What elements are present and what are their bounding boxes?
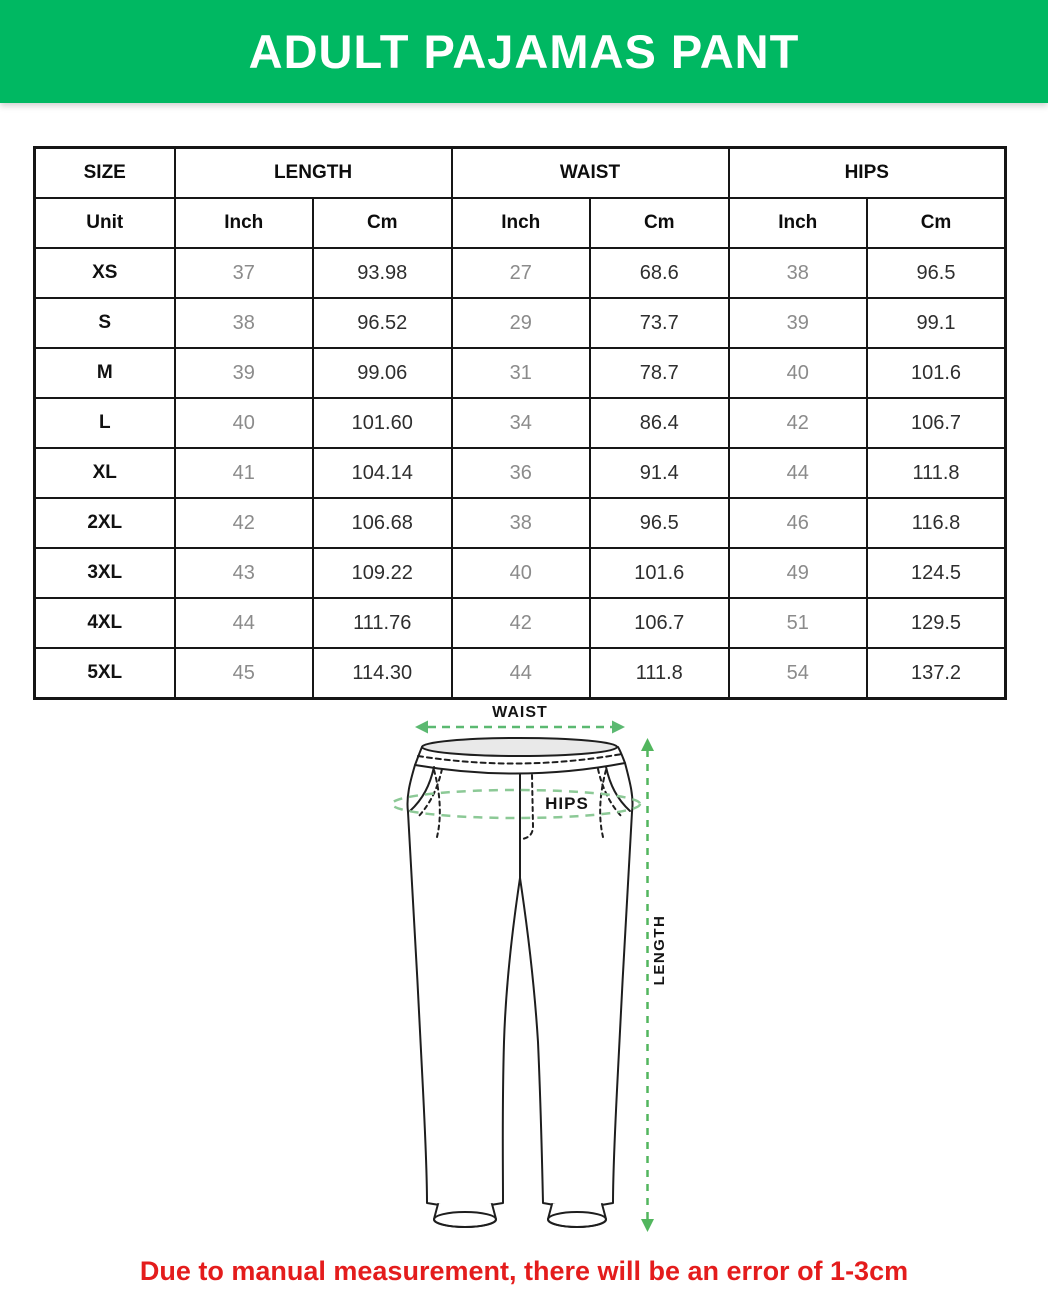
group-header-size: SIZE <box>35 148 175 199</box>
size-cell-xl: XL <box>35 448 175 498</box>
length-measure <box>641 738 668 1232</box>
unit-header-4: Cm <box>590 198 729 248</box>
cm-value: 99.06 <box>313 348 452 398</box>
inch-value: 41 <box>175 448 314 498</box>
hips-label: HIPS <box>545 794 589 813</box>
inch-value: 38 <box>175 298 314 348</box>
inch-value: 54 <box>729 648 868 699</box>
unit-header-3: Inch <box>452 198 591 248</box>
waist-arrow-right-head <box>612 721 625 734</box>
cm-value: 111.8 <box>867 448 1006 498</box>
unit-header-2: Cm <box>313 198 452 248</box>
size-row-3xl <box>35 548 1006 598</box>
size-cell-5xl: 5XL <box>35 648 175 699</box>
inch-value: 49 <box>729 548 868 598</box>
size-row-l <box>35 398 1006 448</box>
group-header-hips: HIPS <box>729 148 1006 199</box>
cm-value: 91.4 <box>590 448 729 498</box>
inch-value: 46 <box>729 498 868 548</box>
inch-value: 38 <box>729 248 868 298</box>
cm-value: 96.5 <box>867 248 1006 298</box>
inch-value: 44 <box>175 598 314 648</box>
unit-header-0: Unit <box>35 198 175 248</box>
left-cuff <box>434 1204 496 1227</box>
unit-header-1: Inch <box>175 198 314 248</box>
cm-value: 99.1 <box>867 298 1006 348</box>
cm-value: 129.5 <box>867 598 1006 648</box>
length-arrow-top-head <box>641 738 654 751</box>
size-row-m <box>35 348 1006 398</box>
inch-value: 39 <box>175 348 314 398</box>
cm-value: 106.7 <box>867 398 1006 448</box>
size-cell-3xl: 3XL <box>35 548 175 598</box>
pants-outline <box>407 738 632 1227</box>
inch-value: 42 <box>452 598 591 648</box>
inch-value: 51 <box>729 598 868 648</box>
inch-value: 39 <box>729 298 868 348</box>
cm-value: 104.14 <box>313 448 452 498</box>
inch-value: 40 <box>175 398 314 448</box>
cm-value: 96.52 <box>313 298 452 348</box>
measurement-note: Due to manual measurement, there will be an error of 1-3cm <box>139 1256 909 1286</box>
inch-value: 43 <box>175 548 314 598</box>
size-cell-xs: XS <box>35 248 175 298</box>
size-row-2xl <box>35 498 1006 548</box>
size-chart-body <box>35 148 1006 699</box>
cm-value: 106.68 <box>313 498 452 548</box>
cm-value: 86.4 <box>590 398 729 448</box>
cm-value: 111.76 <box>313 598 452 648</box>
waist-arrow-left-head <box>415 721 428 734</box>
inch-value: 27 <box>452 248 591 298</box>
size-row-xl <box>35 448 1006 498</box>
inch-value: 40 <box>452 548 591 598</box>
size-cell-2xl: 2XL <box>35 498 175 548</box>
inch-value: 31 <box>452 348 591 398</box>
unit-header-row <box>35 198 1006 248</box>
inch-value: 44 <box>452 648 591 699</box>
group-header-length: LENGTH <box>175 148 452 199</box>
size-cell-4xl: 4XL <box>35 598 175 648</box>
size-chart-wrap <box>33 146 1007 700</box>
pants-size-diagram <box>330 690 730 1250</box>
unit-header-6: Cm <box>867 198 1006 248</box>
cm-value: 137.2 <box>867 648 1006 699</box>
right-cuff <box>548 1204 606 1227</box>
length-label: LENGTH <box>651 914 668 986</box>
cm-value: 111.8 <box>590 648 729 699</box>
cm-value: 93.98 <box>313 248 452 298</box>
size-row-4xl <box>35 598 1006 648</box>
inch-value: 42 <box>175 498 314 548</box>
inch-value: 44 <box>729 448 868 498</box>
waistband-top <box>422 738 617 756</box>
size-row-xs <box>35 248 1006 298</box>
waist-measure <box>415 704 625 734</box>
waist-label: WAIST <box>492 704 548 721</box>
inch-value: 45 <box>175 648 314 699</box>
size-chart-table <box>33 146 1007 700</box>
cm-value: 96.5 <box>590 498 729 548</box>
size-cell-m: M <box>35 348 175 398</box>
inch-value: 34 <box>452 398 591 448</box>
inch-value: 29 <box>452 298 591 348</box>
cm-value: 106.7 <box>590 598 729 648</box>
inch-value: 38 <box>452 498 591 548</box>
cm-value: 101.6 <box>867 348 1006 398</box>
cm-value: 73.7 <box>590 298 729 348</box>
unit-header-5: Inch <box>729 198 868 248</box>
size-row-s <box>35 298 1006 348</box>
cm-value: 101.60 <box>313 398 452 448</box>
inch-value: 36 <box>452 448 591 498</box>
page-title: ADULT PAJAMAS PANT <box>248 25 800 78</box>
inch-value: 42 <box>729 398 868 448</box>
cm-value: 124.5 <box>867 548 1006 598</box>
title-banner <box>0 0 1048 103</box>
cm-value: 109.22 <box>313 548 452 598</box>
cm-value: 114.30 <box>313 648 452 699</box>
size-cell-l: L <box>35 398 175 448</box>
length-arrow-bottom-head <box>641 1219 654 1232</box>
group-header-row <box>35 148 1006 199</box>
group-header-waist: WAIST <box>452 148 729 199</box>
cm-value: 68.6 <box>590 248 729 298</box>
size-cell-s: S <box>35 298 175 348</box>
cm-value: 116.8 <box>867 498 1006 548</box>
inch-value: 37 <box>175 248 314 298</box>
cm-value: 78.7 <box>590 348 729 398</box>
cm-value: 101.6 <box>590 548 729 598</box>
inch-value: 40 <box>729 348 868 398</box>
